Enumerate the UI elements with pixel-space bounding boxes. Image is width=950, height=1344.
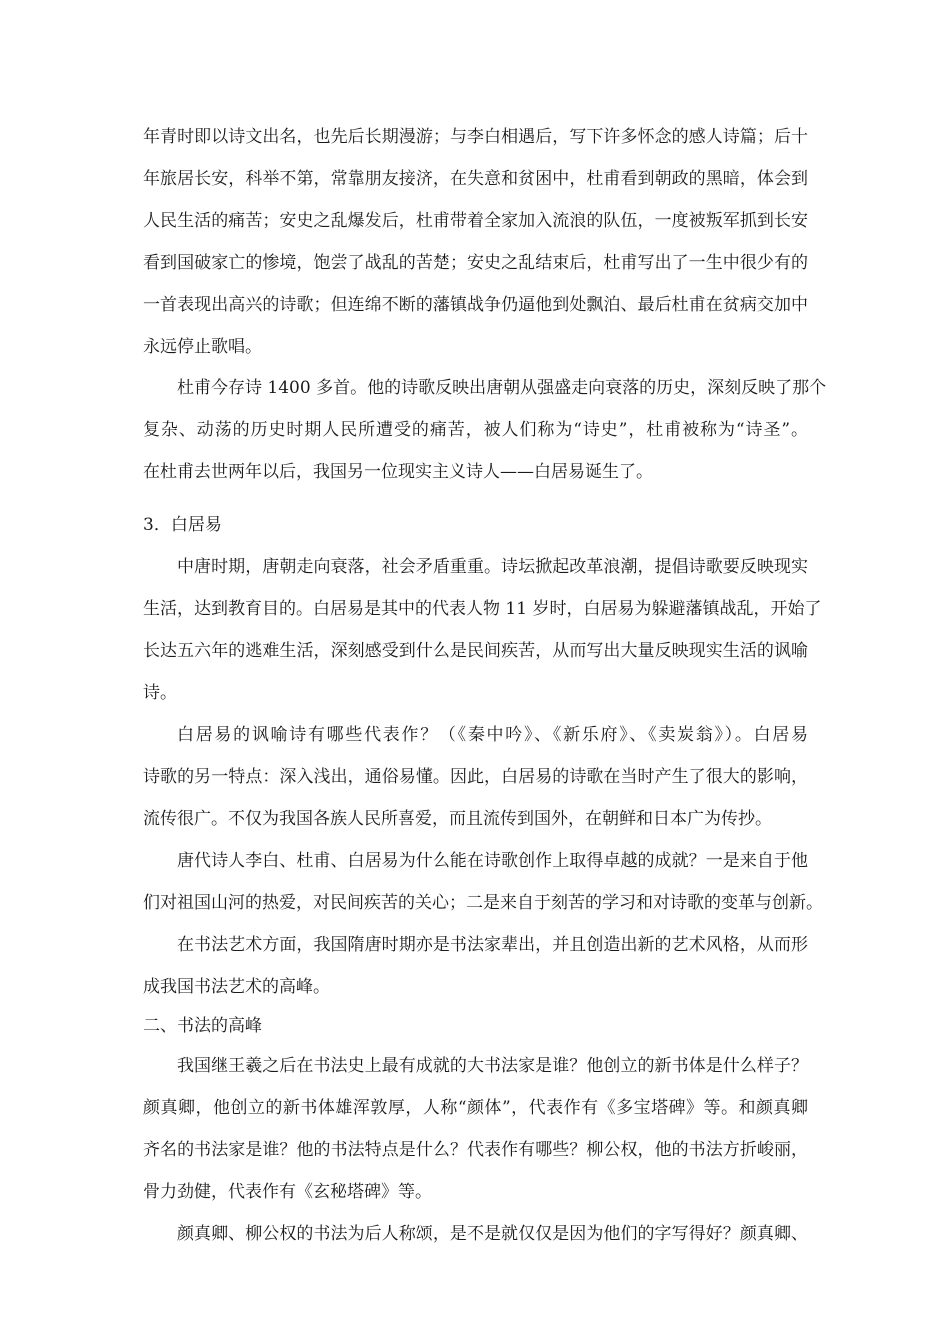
text-line: 人民生活的痛苦；安史之乱爆发后，杜甫带着全家加入流浪的队伍，一度被叛军抓到长安	[143, 211, 808, 231]
paragraph-start: 杜甫今存诗 1400 多首。他的诗歌反映出唐朝从强盛走向衰落的历史，深刻反映了那个	[177, 378, 827, 398]
section-heading: 3．白居易	[143, 515, 222, 535]
text-line: 永远停止歌唱。	[143, 337, 262, 357]
text-line: 复杂、动荡的历史时期人民所遭受的痛苦，被人们称为“诗史”，杜甫被称为“诗圣”。	[143, 420, 808, 440]
paragraph-start: 唐代诗人李白、杜甫、白居易为什么能在诗歌创作上取得卓越的成就？一是来自于他	[177, 851, 808, 871]
paragraph-start: 白居易的讽喻诗有哪些代表作？（《秦中吟》、《新乐府》、《卖炭翁》）。白居易	[177, 725, 808, 745]
text-line: 年青时即以诗文出名，也先后长期漫游；与李白相遇后，写下许多怀念的感人诗篇；后十	[143, 127, 808, 147]
text-line: 颜真卿，他创立的新书体雄浑敦厚，人称“颜体”，代表作有《多宝塔碑》等。和颜真卿	[143, 1098, 808, 1118]
text-line: 齐名的书法家是谁？他的书法特点是什么？代表作有哪些？柳公权，他的书法方折峻丽，	[143, 1140, 808, 1160]
text-line: 诗。	[143, 683, 177, 703]
paragraph-start: 中唐时期，唐朝走向衰落，社会矛盾重重。诗坛掀起改革浪潮，提倡诗歌要反映现实	[177, 557, 808, 577]
text-line: 们对祖国山河的热爱，对民间疾苦的关心；二是来自于刻苦的学习和对诗歌的变革与创新。	[143, 893, 823, 913]
text-line: 年旅居长安，科举不第，常靠朋友接济，在失意和贫困中，杜甫看到朝政的黑暗，体会到	[143, 169, 808, 189]
text-line: 流传很广。不仅为我国各族人民所喜爱，而且流传到国外，在朝鲜和日本广为传抄。	[143, 809, 772, 829]
text-line: 在杜甫去世两年以后，我国另一位现实主义诗人——白居易诞生了。	[143, 462, 653, 482]
section-heading: 二、书法的高峰	[143, 1016, 262, 1036]
text-line: 一首表现出高兴的诗歌；但连绵不断的藩镇战争仍逼他到处飘泊、最后杜甫在贫病交加中	[143, 295, 808, 315]
paragraph-start: 我国继王羲之后在书法史上最有成就的大书法家是谁？他创立的新书体是什么样子？	[177, 1056, 808, 1076]
text-line: 生活，达到教育目的。白居易是其中的代表人物 11 岁时，白居易为躲避藩镇战乱，开始了	[143, 599, 822, 619]
paragraph-start: 在书法艺术方面，我国隋唐时期亦是书法家辈出，并且创造出新的艺术风格，从而形	[177, 935, 808, 955]
text-line: 骨力劲健，代表作有《玄秘塔碑》等。	[143, 1182, 432, 1202]
text-line: 长达五六年的逃难生活，深刻感受到什么是民间疾苦，从而写出大量反映现实生活的讽喻	[143, 641, 808, 661]
paragraph-start: 颜真卿、柳公权的书法为后人称颂，是不是就仅仅是因为他们的字写得好？颜真卿、	[177, 1224, 808, 1244]
text-line: 诗歌的另一特点：深入浅出，通俗易懂。因此，白居易的诗歌在当时产生了很大的影响，	[143, 767, 808, 787]
text-line: 成我国书法艺术的高峰。	[143, 977, 330, 997]
text-line: 看到国破家亡的惨境，饱尝了战乱的苦楚；安史之乱结束后，杜甫写出了一生中很少有的	[143, 253, 808, 273]
